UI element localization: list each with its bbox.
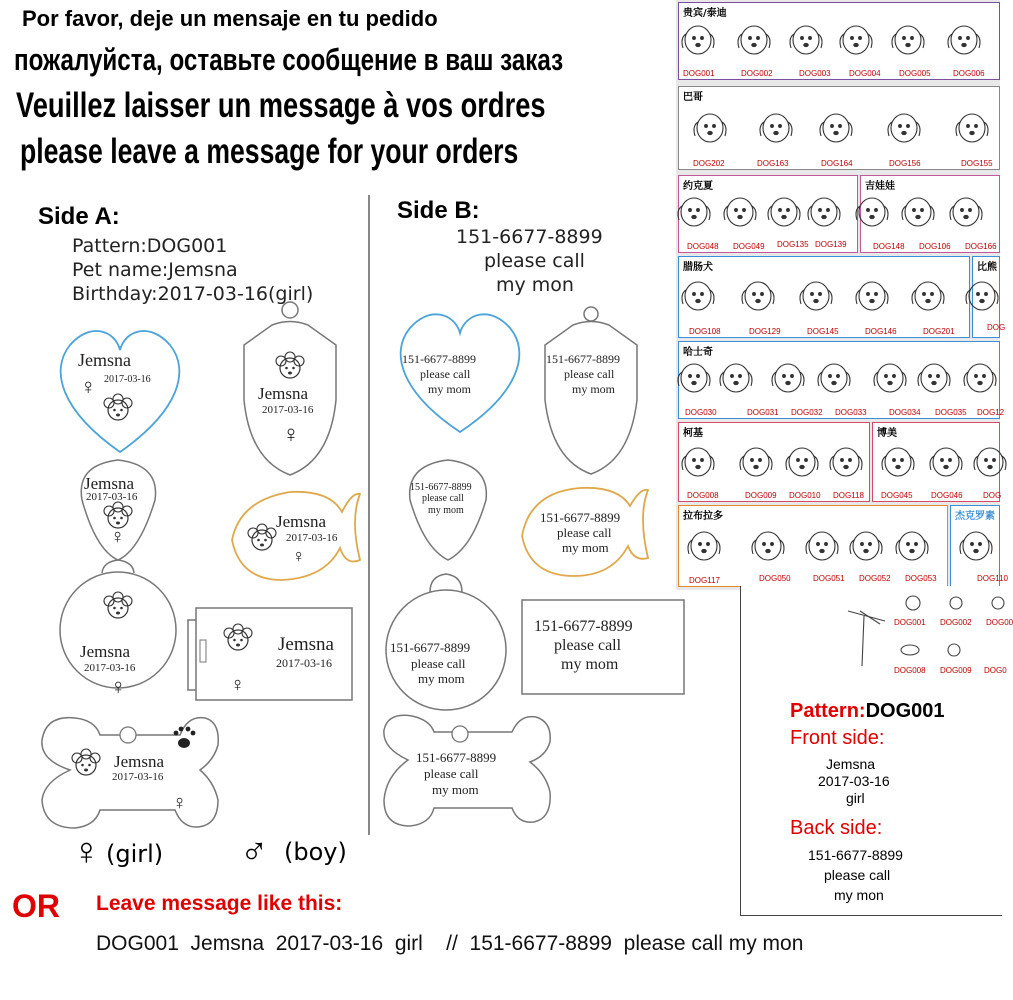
shield-tag-front (282, 302, 298, 318)
code-label: DOG053 (905, 574, 937, 583)
code-label: DOG202 (693, 159, 725, 168)
pick-front-name: Jemsna (84, 474, 135, 493)
bone-back-line2: please call (424, 766, 479, 781)
code-label: DOG (987, 323, 1006, 332)
panel-title: 巴哥 (683, 92, 703, 103)
code-label: DOG145 (807, 327, 839, 336)
heart-back-line3: my mom (428, 382, 472, 396)
example-message: DOG001 Jemsna 2017-03-16 girl // 151-6677-8899 please call my mon (96, 932, 804, 955)
bone-front-name: Jemsna (114, 752, 165, 771)
pattern-mini-grid (740, 586, 1002, 696)
catalog-panel-pomeranian (872, 422, 1000, 502)
round-back-phone: 151-6677-8899 (390, 640, 471, 655)
code-label: DOG129 (749, 327, 781, 336)
bone-back-phone: 151-6677-8899 (416, 750, 497, 765)
heart-back-line2: please call (420, 367, 471, 381)
header-spanish: Por favor, deje un mensaje en tu pedido (22, 6, 438, 31)
side-a-birthday: Birthday:2017-03-16(girl) (72, 283, 314, 305)
heart-front-name: Jemsna (78, 350, 131, 370)
back-line-3: my mon (834, 887, 884, 903)
code-label: DOG148 (873, 242, 905, 251)
panel-title: 腊肠犬 (683, 262, 713, 273)
panel-title: 柯基 (683, 428, 703, 439)
fish-front-date: 2017-03-16 (286, 532, 338, 544)
code-label: DOG164 (821, 159, 853, 168)
side-b-line2: please call (484, 250, 585, 272)
mini-code: DOG00 (986, 618, 1013, 627)
fish-back-line3: my mom (562, 540, 609, 555)
code-label: DOG163 (757, 159, 789, 168)
code-label: DOG (983, 491, 1002, 500)
round-front-gender: ♀ (110, 674, 127, 699)
rect-front-date: 2017-03-16 (276, 656, 332, 670)
rect-back-phone: 151-6677-8899 (534, 618, 633, 635)
mini-code: DOG009 (940, 666, 972, 675)
round-back-line3: my mom (418, 671, 465, 686)
shield-back-phone: 151-6677-8899 (546, 352, 620, 366)
heart-front-gender: ♀ (80, 374, 97, 399)
fish-back-phone: 151-6677-8899 (540, 510, 621, 525)
panel-title: 拉布拉多 (683, 511, 723, 522)
side-b-title: Side B: (397, 197, 480, 224)
code-label: DOG048 (687, 242, 719, 251)
catalog-panel-dachshund (678, 256, 970, 338)
male-symbol-large: ♂ (240, 831, 269, 873)
side-a-pattern: Pattern:DOG001 (72, 235, 228, 257)
shield-back-line2: please call (564, 367, 615, 381)
code-label: DOG110 (977, 574, 1008, 583)
pick-back-phone: 151-6677-8899 (410, 482, 472, 493)
round-back-line2: please call (411, 656, 466, 671)
code-label: DOG166 (965, 242, 997, 251)
panel-title: 杰克罗素 (955, 511, 995, 522)
shield-front-gender: ♀ (282, 422, 300, 448)
mini-code: DOG0 (984, 666, 1007, 675)
code-label: DOG006 (953, 69, 985, 78)
heart-front-date: 2017-03-16 (104, 374, 151, 385)
front-side-label: Front side: (790, 727, 885, 749)
code-label: DOG052 (859, 574, 891, 583)
panel-title: 约克夏 (683, 181, 713, 192)
mini-code: DOG001 (894, 618, 926, 627)
pick-back-line2: please call (422, 493, 464, 504)
mini-code: DOG008 (894, 666, 926, 675)
code-label: DOG106 (919, 242, 951, 251)
or-label: OR (12, 888, 60, 924)
code-label: DOG009 (745, 491, 777, 500)
code-label: DOG008 (687, 491, 719, 500)
code-label: DOG033 (835, 408, 867, 417)
code-label: DOG030 (685, 408, 717, 417)
code-label: DOG135 (777, 240, 809, 249)
rect-back-line3: my mom (561, 656, 619, 673)
code-label: DOG118 (833, 491, 864, 500)
catalog-panel-labrador (678, 505, 948, 587)
code-label: DOG031 (747, 408, 779, 417)
front-line-1: Jemsna (826, 756, 876, 772)
side-b-phone: 151-6677-8899 (456, 226, 603, 248)
code-label: DOG001 (683, 69, 715, 78)
code-label: DOG045 (881, 491, 913, 500)
pick-front-date: 2017-03-16 (86, 491, 138, 503)
catalog-panel-corgi (678, 422, 870, 502)
bone-front-date: 2017-03-16 (112, 771, 164, 783)
side-a-title: Side A: (38, 203, 120, 230)
round-front-date: 2017-03-16 (84, 662, 136, 674)
panel-title: 贵宾/泰迪 (683, 8, 727, 19)
code-label: DOG032 (791, 408, 823, 417)
code-label: DOG117 (689, 576, 720, 585)
code-label: DOG139 (815, 240, 847, 249)
back-line-1: 151-6677-8899 (808, 847, 903, 863)
catalog-panel-pug (678, 86, 1000, 170)
catalog-panel-yorkie (678, 175, 858, 253)
front-line-2: 2017-03-16 (818, 773, 890, 789)
code-label: DOG156 (889, 159, 921, 168)
header-english: please leave a message for your orders (20, 132, 519, 171)
code-label: DOG108 (689, 327, 721, 336)
side-a-pet-name: Pet name:Jemsna (72, 259, 238, 281)
code-label: DOG201 (923, 327, 955, 336)
pattern-label (790, 700, 945, 723)
rect-front-gender: ♀ (230, 674, 245, 696)
code-label: DOG050 (759, 574, 791, 583)
code-label: DOG046 (931, 491, 963, 500)
code-label: DOG049 (733, 242, 765, 251)
back-line-2: please call (824, 867, 891, 883)
round-front-name: Jemsna (80, 642, 131, 661)
pick-back-line3: my mom (428, 505, 464, 516)
back-side-label: Back side: (790, 817, 883, 839)
boy-label: (boy) (284, 838, 347, 866)
panel-title: 博美 (877, 428, 897, 439)
mini-code: DOG002 (940, 618, 972, 627)
catalog-panel-chihuahua (860, 175, 1000, 253)
code-label: DOG005 (899, 69, 931, 78)
code-label: DOG002 (741, 69, 773, 78)
panel-title: 吉娃娃 (865, 181, 895, 192)
leave-message-label: Leave message like this: (96, 892, 343, 915)
fish-back-line2: please call (557, 525, 612, 540)
side-b-line3: my mon (496, 274, 574, 296)
female-symbol-large: ♀ (72, 831, 101, 873)
code-label: DOG051 (813, 574, 845, 583)
header-russian: пожалуйста, оставьте сообщение в ваш заказ (14, 42, 564, 77)
bone-back-line3: my mom (432, 782, 479, 797)
fish-front-gender: ♀ (292, 546, 306, 566)
heart-back-phone: 151-6677-8899 (402, 352, 476, 366)
catalog-panel-jack-russell (950, 505, 1008, 587)
rect-back-line2: please call (554, 637, 622, 654)
girl-label: (girl) (106, 840, 164, 868)
shield-front-date: 2017-03-16 (262, 404, 314, 416)
pick-front-gender: ♀ (110, 526, 125, 548)
panel-title: 哈士奇 (683, 347, 713, 358)
code-label: DOG003 (799, 69, 831, 78)
header-french: Veuillez laisser un message à vos ordres (16, 86, 546, 125)
shield-tag-back (545, 322, 637, 475)
pattern-prefix: Pattern: (790, 700, 866, 722)
bone-front-gender: ♀ (172, 792, 187, 814)
catalog-panel-husky (678, 341, 1005, 419)
catalog-panel-bichon (972, 256, 1006, 338)
rect-front-name: Jemsna (278, 634, 334, 655)
code-label: DOG010 (789, 491, 821, 500)
fish-front-name: Jemsna (276, 512, 327, 531)
code-label: DOG146 (865, 327, 897, 336)
code-label: DOG12 (977, 408, 1005, 417)
shield-front-name: Jemsna (258, 384, 309, 403)
front-line-3: girl (846, 790, 865, 806)
pattern-code: DOG001 (865, 700, 945, 722)
panel-title: 比熊 (977, 262, 997, 273)
code-label: DOG004 (849, 69, 881, 78)
code-label: DOG155 (961, 159, 993, 168)
catalog-panel-poodle (678, 2, 1000, 80)
code-label: DOG035 (935, 408, 967, 417)
shield-back-line3: my mom (572, 382, 616, 396)
code-label: DOG034 (889, 408, 921, 417)
